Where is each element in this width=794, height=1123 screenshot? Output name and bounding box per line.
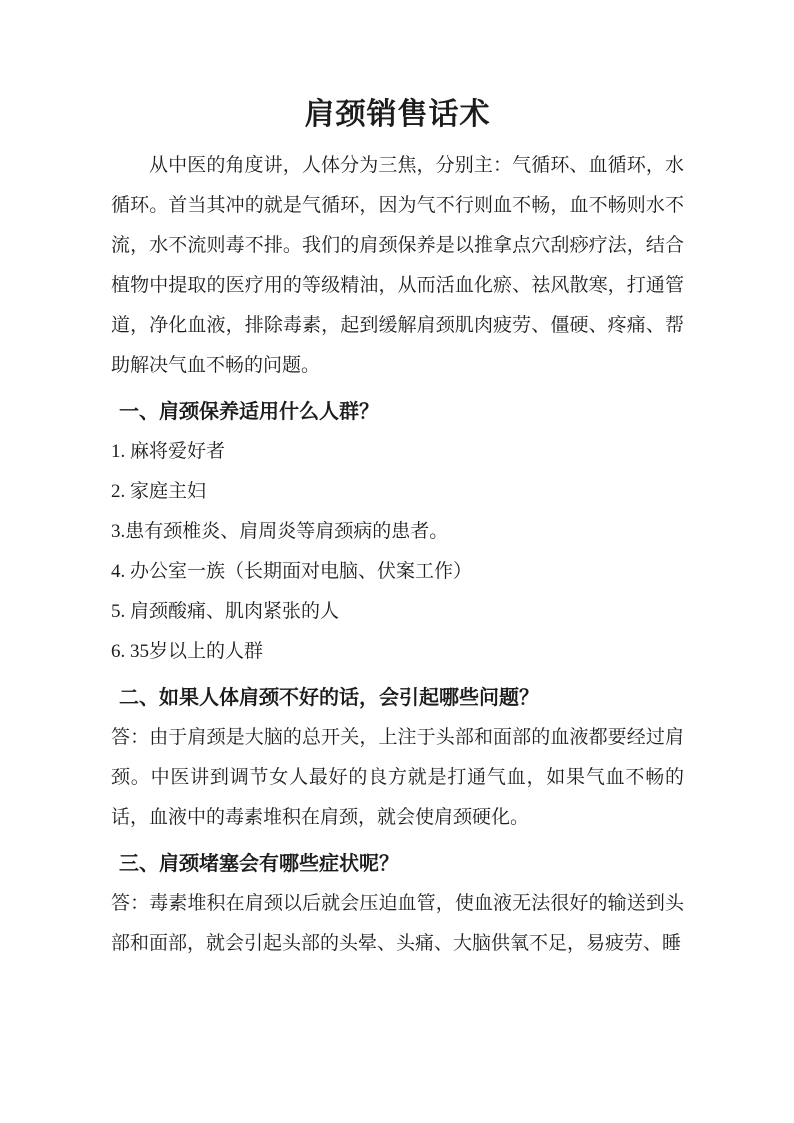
section-1-list-item-1: 1. 麻将爱好者 <box>111 441 226 462</box>
section-1-list-item-4: 4. 办公室一族（长期面对电脑、伏案工作） <box>111 561 473 582</box>
section-1-list-item-2: 2. 家庭主妇 <box>111 481 207 502</box>
section-3-heading: 三、肩颈堵塞会有哪些症状呢？ <box>119 853 399 875</box>
section-1-list-item-6: 6. 35岁以上的人群 <box>111 641 264 662</box>
section-2-answer-paragraph: 答：由于肩颈是大脑的总开关，上注于头部和面部的血液都要经过肩颈。中医讲到调节女人最好的良方就是打通气血，如果气血不畅的话，血液中的毒素堆积在肩颈，就会使肩颈硬化。 <box>111 727 684 828</box>
section-1-list-item-5: 5. 肩颈酸痛、肌肉紧张的人 <box>111 601 340 622</box>
section-3-answer-paragraph: 答：毒素堆积在肩颈以后就会压迫血管，使血液无法很好的输送到头部和面部，就会引起头部的头晕、头痛、大脑供氧不足，易疲劳、睡 <box>111 893 684 954</box>
intro-paragraph: 从中医的角度讲，人体分为三焦，分别主：气循环、血循环，水循环。首当其冲的就是气循环，因为气不行则血不畅，血不畅则水不流，水不流则毒不排。我们的肩颈保养是以推拿点穴刮痧疗法，结合植物中提取的医疗用的等级精油，从而活血化瘀、祛风散寒，打通管道，净化血液，排除毒素，起到缓解肩颈肌肉疲劳、僵硬、疼痛、帮助解决气血不畅的问题。 <box>111 155 684 376</box>
section-1-heading: 一、肩颈保养适用什么人群？ <box>119 401 379 423</box>
section-1-list-item-3: 3.患有颈椎炎、肩周炎等肩颈病的患者。 <box>111 521 449 542</box>
document-title: 肩颈销售话术 <box>304 98 491 131</box>
section-2-heading: 二、如果人体肩颈不好的话，会引起哪些问题？ <box>119 687 539 709</box>
